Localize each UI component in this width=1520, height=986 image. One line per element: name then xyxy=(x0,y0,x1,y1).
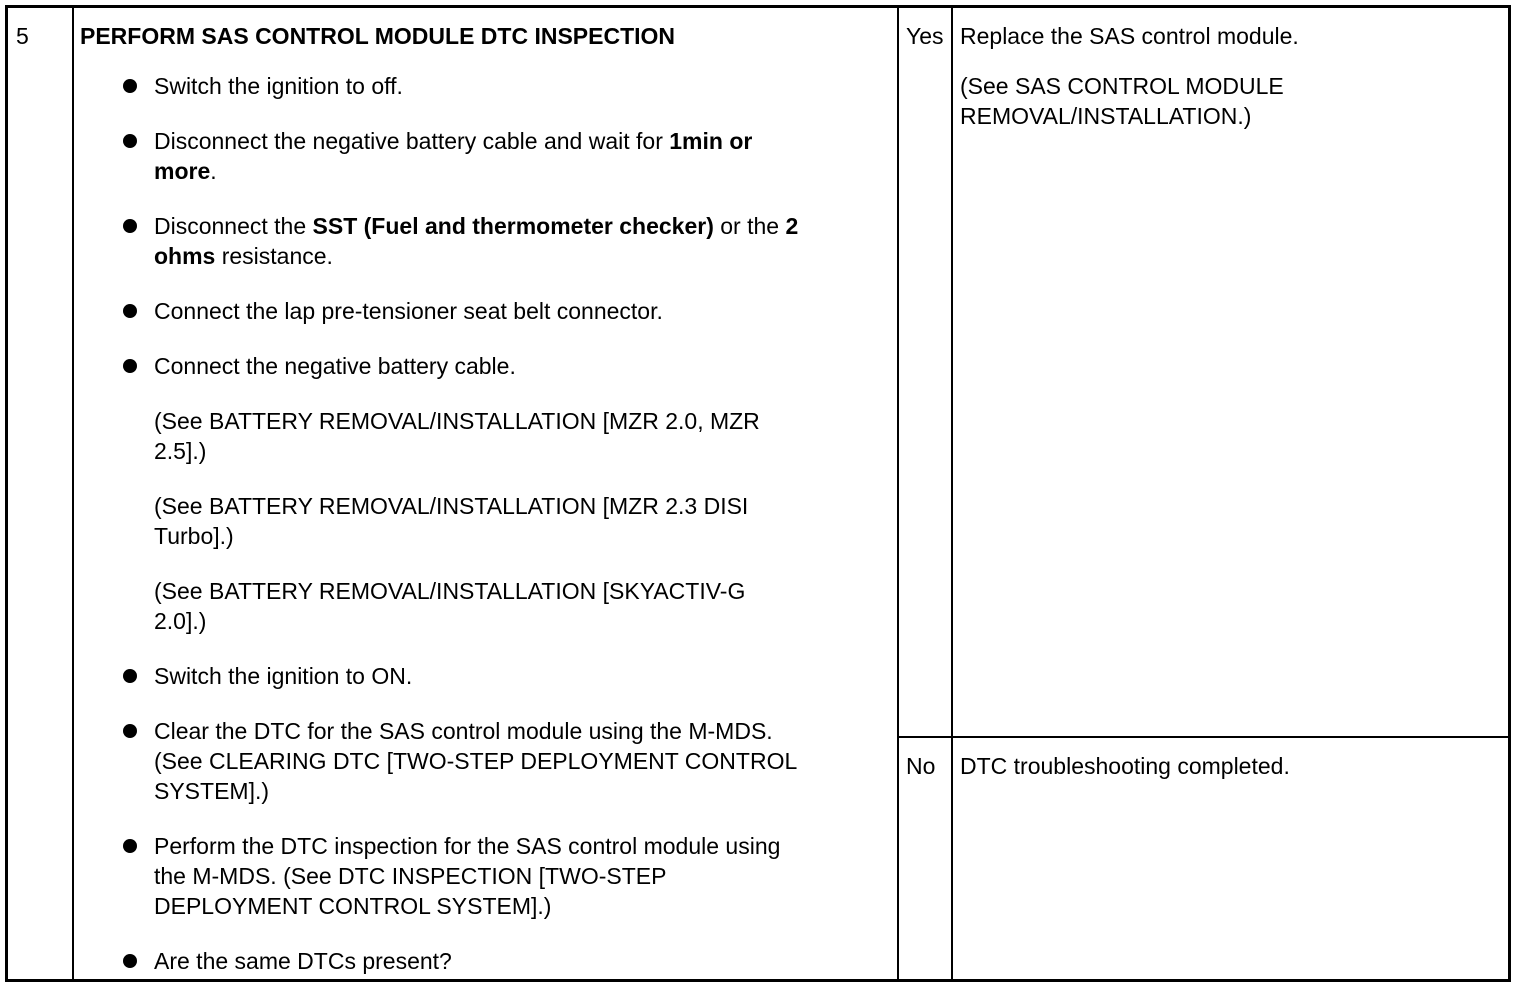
yes-reference-cont: REMOVAL/INSTALLATION.) xyxy=(960,103,1252,129)
instruction-perform-dtc-inspection-cont: the M-MDS. (See DTC INSPECTION [TWO-STEP xyxy=(154,863,667,889)
step-number: 5 xyxy=(16,23,29,49)
bullet-icon xyxy=(123,669,137,683)
no-action: DTC troubleshooting completed. xyxy=(960,753,1290,779)
step-title: PERFORM SAS CONTROL MODULE DTC INSPECTION xyxy=(80,23,676,49)
column-divider-result xyxy=(951,8,953,979)
question-same-dtcs-present: Are the same DTCs present? xyxy=(154,948,452,974)
reference-battery-mzr20-cont: 2.5].) xyxy=(154,438,207,464)
instruction-text: or the xyxy=(713,213,786,239)
instruction-switch-ignition-off: Switch the ignition to off. xyxy=(154,73,403,99)
instruction-perform-dtc-inspection: Perform the DTC inspection for the SAS control module using xyxy=(154,833,781,859)
instruction-text: Disconnect the xyxy=(154,213,313,239)
column-divider-answer xyxy=(897,8,899,979)
reference-battery-mzr23-cont: Turbo].) xyxy=(154,523,234,549)
no-label: No xyxy=(906,753,936,779)
instruction-text: Disconnect the negative battery cable and wait for xyxy=(154,128,670,154)
instruction-text: resistance. xyxy=(215,243,333,269)
instruction-text: . xyxy=(210,158,217,184)
instruction-connect-battery: Connect the negative battery cable. xyxy=(154,353,516,379)
instruction-switch-ignition-on: Switch the ignition to ON. xyxy=(154,663,413,689)
instruction-disconnect-sst xyxy=(154,211,798,241)
reference-battery-skyactiv: (See BATTERY REMOVAL/INSTALLATION [SKYACTIV-G xyxy=(154,578,746,604)
instruction-disconnect-battery-cont xyxy=(154,156,217,186)
bullet-icon xyxy=(123,954,137,968)
emphasis-text: 2 xyxy=(785,213,799,239)
inspection-table xyxy=(5,5,1511,982)
bullet-icon xyxy=(123,724,137,738)
instruction-disconnect-sst-cont xyxy=(154,241,333,271)
instruction-perform-dtc-inspection-ref: DEPLOYMENT CONTROL SYSTEM].) xyxy=(154,893,552,919)
instruction-connect-seat-belt: Connect the lap pre-tensioner seat belt connector. xyxy=(154,298,663,324)
yes-label: Yes xyxy=(906,23,944,49)
reference-battery-mzr23: (See BATTERY REMOVAL/INSTALLATION [MZR 2.3 DISI xyxy=(154,493,749,519)
instruction-clear-dtc: Clear the DTC for the SAS control module using the M-MDS. xyxy=(154,718,773,744)
yes-reference: (See SAS CONTROL MODULE xyxy=(960,73,1284,99)
emphasis-text: 1min or xyxy=(669,128,753,154)
yes-no-row-divider xyxy=(897,736,1508,738)
bullet-icon xyxy=(123,219,137,233)
yes-action: Replace the SAS control module. xyxy=(960,23,1299,49)
bullet-icon xyxy=(123,134,137,148)
emphasis-text: SST (Fuel and thermometer checker) xyxy=(312,213,714,239)
bullet-icon xyxy=(123,304,137,318)
instruction-disconnect-battery xyxy=(154,126,752,156)
reference-battery-skyactiv-cont: 2.0].) xyxy=(154,608,207,634)
bullet-icon xyxy=(123,79,137,93)
column-divider-number xyxy=(72,8,74,979)
instruction-clear-dtc-ref-cont: SYSTEM].) xyxy=(154,778,270,804)
emphasis-text: ohms xyxy=(154,243,216,269)
emphasis-text: more xyxy=(154,158,211,184)
instruction-clear-dtc-ref: (See CLEARING DTC [TWO-STEP DEPLOYMENT CONTROL xyxy=(154,748,798,774)
bullet-icon xyxy=(123,359,137,373)
bullet-icon xyxy=(123,839,137,853)
reference-battery-mzr20: (See BATTERY REMOVAL/INSTALLATION [MZR 2.0, MZR xyxy=(154,408,760,434)
